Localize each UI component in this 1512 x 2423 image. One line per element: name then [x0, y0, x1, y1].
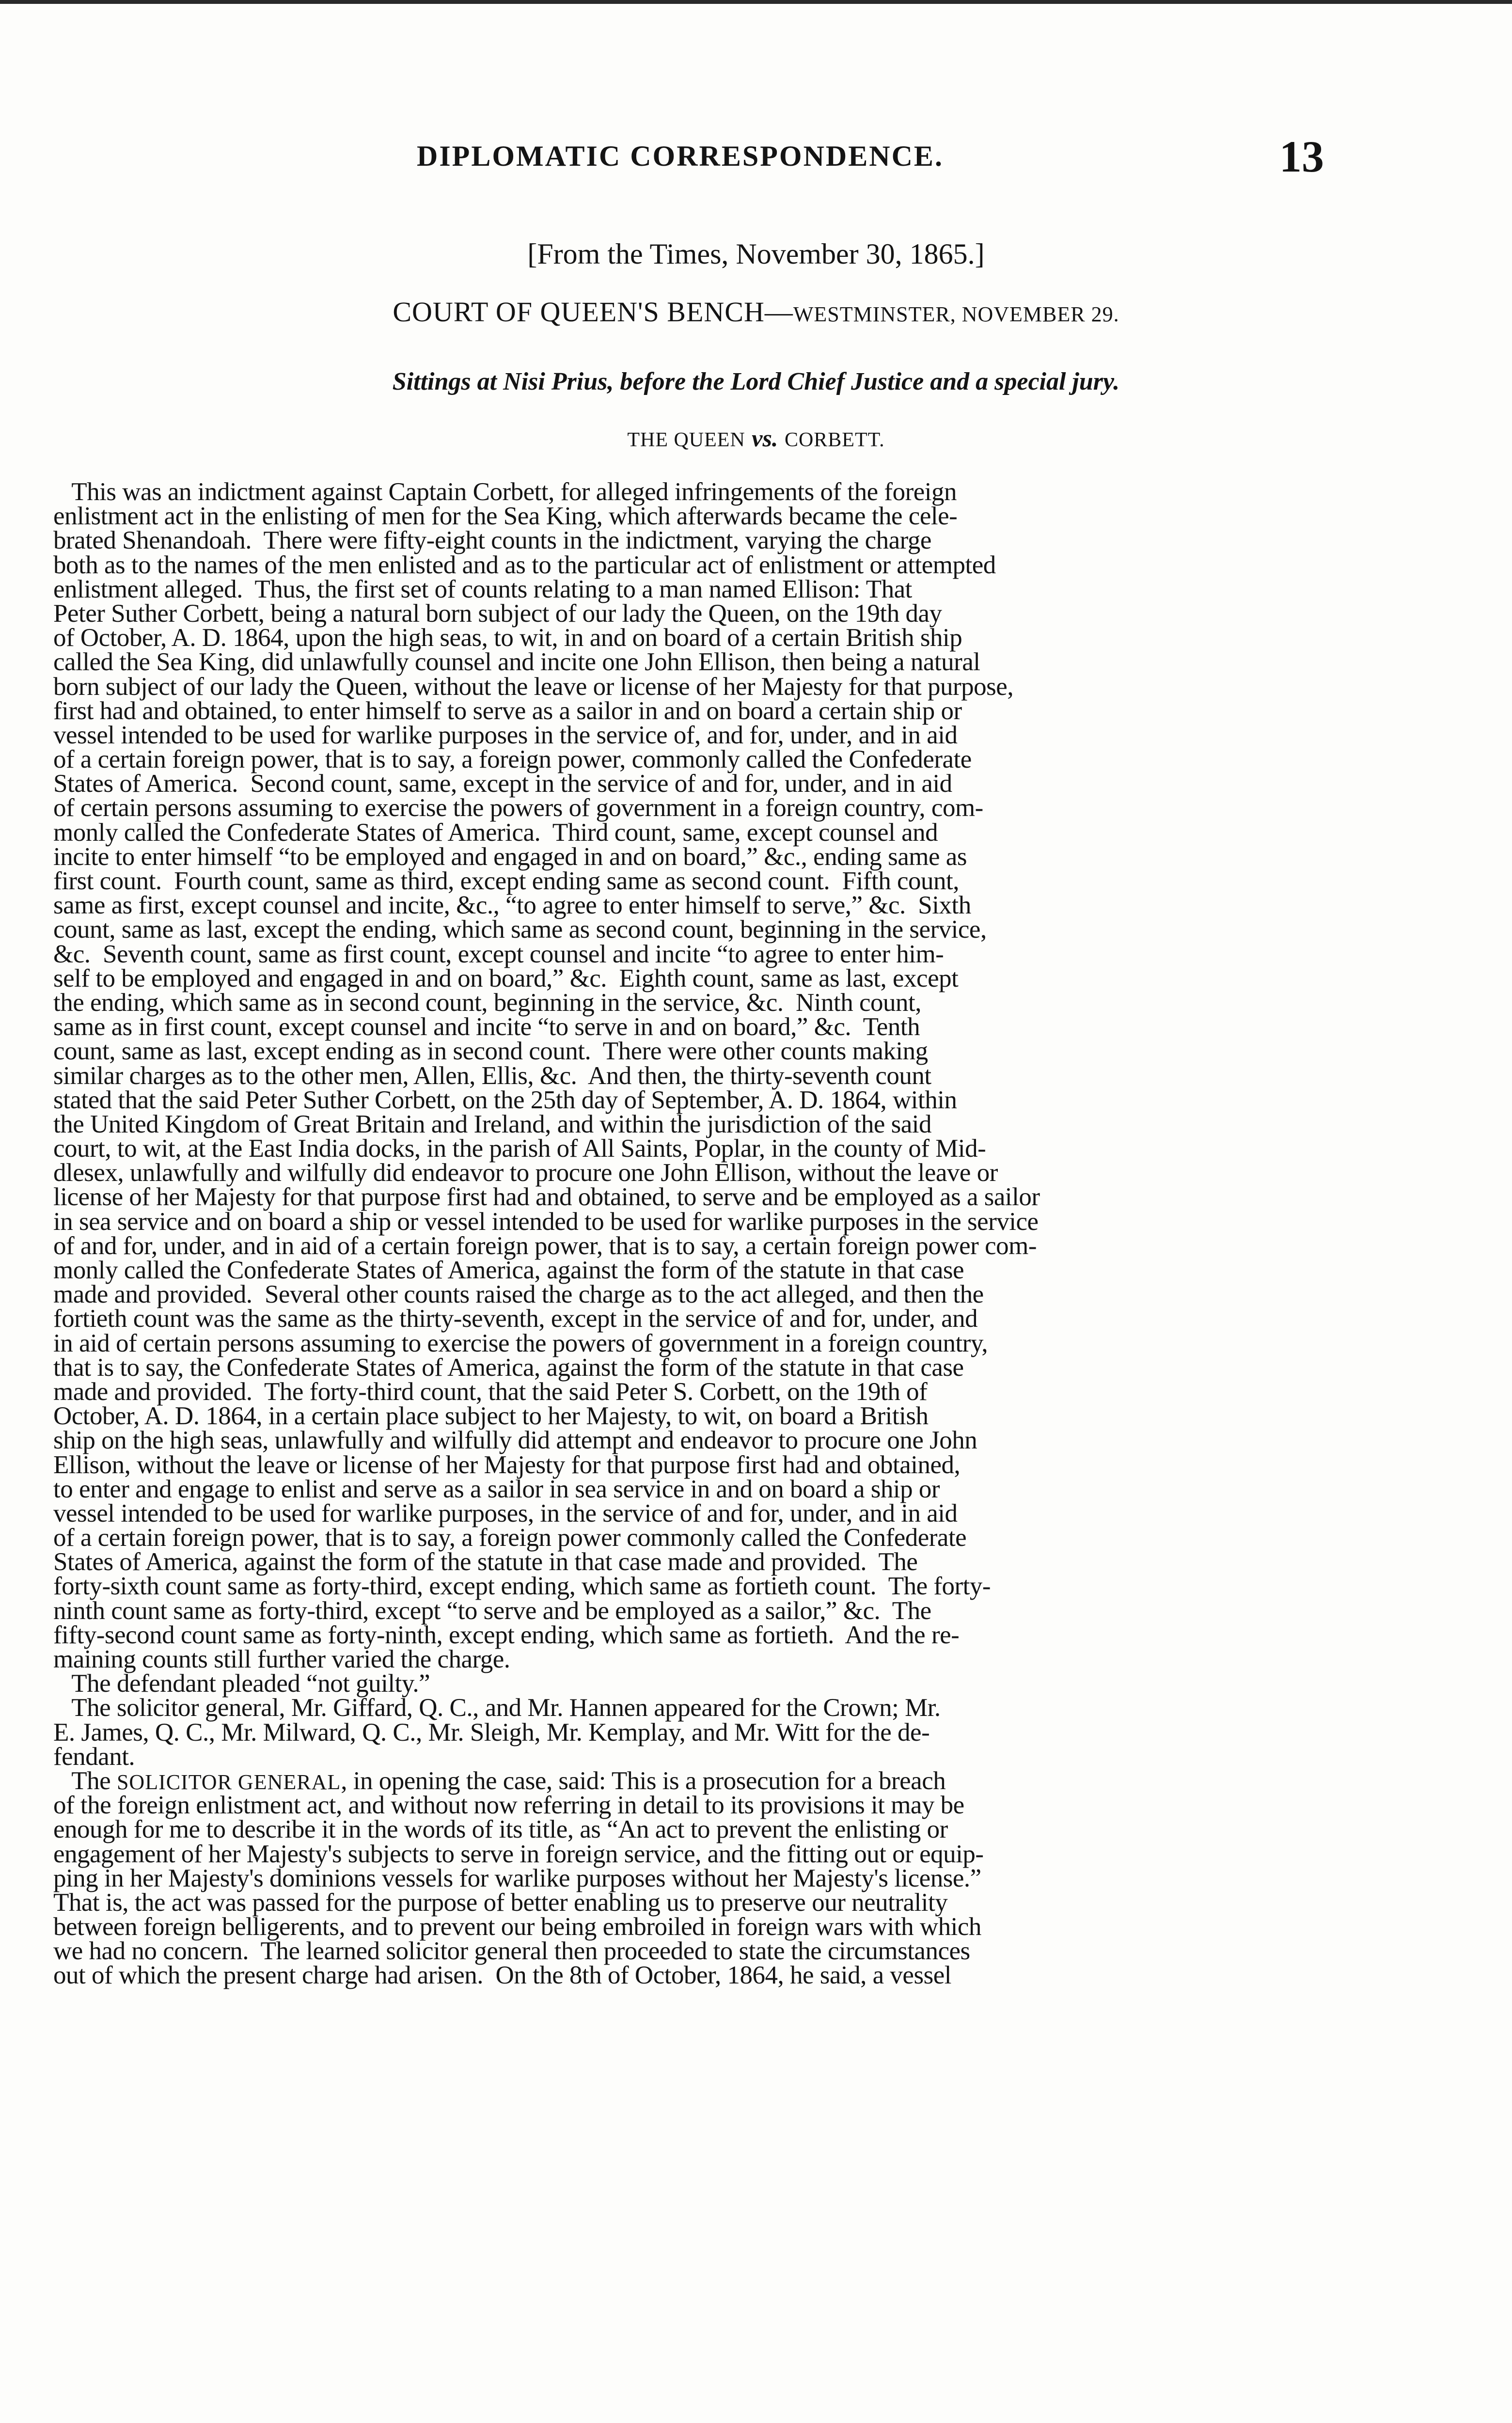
text-line: ping in her Majesty's dominions vessels for warlike purposes without her Majesty's license.”	[53, 1864, 981, 1892]
text-line: to enter and engage to enlist and serve as a sailor in sea service in and on board a ship or	[53, 1475, 940, 1503]
text-line: the United Kingdom of Great Britain and Ireland, and within the jurisdiction of the said	[53, 1110, 932, 1138]
text-line: we had no concern. The learned solicitor general then proceeded to state the circumstances	[53, 1937, 970, 1966]
text-line: self to be employed and engaged in and on board,” &c. Eighth count, same as last, except	[53, 964, 959, 992]
text-line: maining counts still further varied the charge.	[53, 1645, 510, 1673]
text-line: in sea service and on board a ship or vessel intended to be used for warlike purposes in the service	[53, 1207, 1039, 1236]
text-line: This was an indictment against Captain Corbett, for alleged infringements of the foreign	[53, 478, 957, 506]
text-line: incite to enter himself “to be employed and engaged in and on board,” &c., ending same as	[53, 842, 967, 871]
text-line: called the Sea King, did unlawfully counsel and incite one John Ellison, then being a natural	[53, 648, 980, 677]
text-line: the ending, which same as in second count, beginning in the service, &c. Ninth count,	[53, 988, 921, 1017]
running-title: DIPLOMATIC CORRESPONDENCE.	[417, 140, 944, 172]
text-line: States of America, against the form of the statute in that case made and provided. The	[53, 1548, 918, 1576]
case-defendant: CORBETT.	[784, 429, 885, 451]
text-line: monly called the Confederate States of America. Third count, same, except counsel and	[53, 818, 938, 847]
text-line-lead: The	[53, 1766, 117, 1795]
text-line: that is to say, the Confederate States of America, against the form of the statute in that case	[53, 1353, 964, 1382]
court-name: COURT OF QUEEN'S BENCH—	[393, 296, 793, 328]
body-text	[53, 480, 1323, 1988]
text-line: made and provided. Several other counts raised the charge as to the act alleged, and then the	[53, 1280, 984, 1309]
case-title	[0, 423, 1512, 453]
speaker-label: SOLICITOR GENERAL	[116, 1770, 341, 1794]
page-number: 13	[1279, 132, 1324, 181]
text-line: of a certain foreign power, that is to say, a foreign power commonly called the Confederate	[53, 1524, 967, 1552]
text-line: States of America. Second count, same, except in the service of and for, under, and in aid	[53, 770, 952, 798]
text-line: engagement of her Majesty's subjects to serve in foreign service, and the fitting out or equip-	[53, 1840, 984, 1868]
text-line: same as first, except counsel and incite, &c., “to agree to enter himself to serve,” &c. Sixth	[53, 891, 971, 920]
top-rule	[0, 0, 1512, 4]
text-line	[53, 1766, 1323, 1795]
text-line: of October, A. D. 1864, upon the high seas, to wit, in and on board of a certain British ship	[53, 624, 962, 652]
text-line: count, same as last, except ending as in second count. There were other counts making	[53, 1037, 928, 1066]
court-place-date: WESTMINSTER, NOVEMBER 29.	[793, 302, 1119, 326]
case-plaintiff: THE QUEEN	[627, 429, 745, 451]
text-line: between foreign belligerents, and to prevent our being embroiled in foreign wars with which	[53, 1913, 981, 1941]
court-heading	[0, 296, 1512, 328]
text-line: fifty-second count same as forty-ninth, except ending, which same as fortieth. And the re-	[53, 1621, 960, 1649]
text-line: enough for me to describe it in the words of its title, as “An act to prevent the enlisting or	[53, 1815, 948, 1844]
text-line: of the foreign enlistment act, and without now referring in detail to its provisions it may be	[53, 1791, 964, 1820]
text-line: ship on the high seas, unlawfully and wilfully did attempt and endeavor to procure one John	[53, 1426, 977, 1455]
text-line: fendant.	[53, 1742, 135, 1771]
text-line: count, same as last, except the ending, which same as second count, beginning in the service,	[53, 915, 987, 944]
text-line: That is, the act was passed for the purpose of better enabling us to preserve our neutrality	[53, 1888, 948, 1917]
text-line: license of her Majesty for that purpose first had and obtained, to serve and be employed as a sailor	[53, 1183, 1040, 1212]
text-line: Ellison, without the leave or license of her Majesty for that purpose first had and obtained,	[53, 1450, 961, 1479]
text-line-tail: , in opening the case, said: This is a prosecution for a breach	[341, 1766, 946, 1795]
text-line: first count. Fourth count, same as third, except ending same as second count. Fifth count,	[53, 867, 959, 895]
text-line: &c. Seventh count, same as first count, except counsel and incite “to agree to enter him-	[53, 940, 944, 968]
text-line: similar charges as to the other men, Allen, Ellis, &c. And then, the thirty-seventh count	[53, 1061, 931, 1090]
text-line: The defendant pleaded “not guilty.”	[53, 1669, 430, 1698]
case-versus: vs.	[752, 425, 778, 452]
text-line: of a certain foreign power, that is to say, a foreign power, commonly called the Confederate	[53, 745, 972, 774]
text-line: E. James, Q. C., Mr. Milward, Q. C., Mr. Sleigh, Mr. Kemplay, and Mr. Witt for the de-	[53, 1718, 930, 1746]
text-line: of certain persons assuming to exercise the powers of government in a foreign country, com-	[53, 794, 983, 822]
text-line: vessel intended to be used for warlike purposes, in the service of and for, under, and in aid	[53, 1499, 958, 1527]
text-line: stated that the said Peter Suther Corbett, on the 25th day of September, A. D. 1864, within	[53, 1086, 957, 1114]
text-line: court, to wit, at the East India docks, in the parish of All Saints, Poplar, in the county of Mid-	[53, 1134, 986, 1163]
text-line: same as in first count, except counsel and incite “to serve in and on board,” &c. Tenth	[53, 1013, 920, 1041]
text-line: made and provided. The forty-third count, that the said Peter S. Corbett, on the 19th of	[53, 1377, 928, 1406]
text-line: in aid of certain persons assuming to exercise the powers of government in a foreign country,	[53, 1329, 988, 1357]
text-line: dlesex, unlawfully and wilfully did endeavor to procure one John Ellison, without the leave or	[53, 1159, 998, 1187]
text-line: vessel intended to be used for warlike purposes in the service of, and for, under, and in aid	[53, 721, 958, 749]
text-line: brated Shenandoah. There were fifty-eight counts in the indictment, varying the charge	[53, 526, 931, 555]
text-line: enlistment act in the enlisting of men for the Sea King, which afterwards became the cele-	[53, 502, 958, 531]
text-line: enlistment alleged. Thus, the first set of counts relating to a man named Ellison: That	[53, 575, 912, 603]
text-line: monly called the Confederate States of America, against the form of the statute in that case	[53, 1256, 964, 1284]
text-line: both as to the names of the men enlisted and as to the particular act of enlistment or attempted	[53, 551, 996, 579]
text-line: of and for, under, and in aid of a certain foreign power, that is to say, a certain foreign power com-	[53, 1231, 1037, 1260]
text-line: forty-sixth count same as forty-third, except ending, which same as fortieth count. The forty-	[53, 1572, 991, 1601]
text-line: out of which the present charge had arisen. On the 8th of October, 1864, he said, a vessel	[53, 1961, 951, 1990]
text-line: Peter Suther Corbett, being a natural born subject of our lady the Queen, on the 19th day	[53, 599, 942, 628]
source-citation: [From the Times, November 30, 1865.]	[527, 238, 985, 270]
text-line: fortieth count was the same as the thirty-seventh, except in the service of and for, under, and	[53, 1305, 978, 1333]
text-line: first had and obtained, to enter himself to serve as a sailor in and on board a certain ship or	[53, 696, 962, 725]
text-line: October, A. D. 1864, in a certain place subject to her Majesty, to wit, on board a British	[53, 1402, 929, 1431]
text-line: The solicitor general, Mr. Giffard, Q. C., and Mr. Hannen appeared for the Crown; Mr.	[53, 1694, 941, 1722]
text-line: born subject of our lady the Queen, without the leave or license of her Majesty for that purpose,	[53, 672, 1014, 701]
text-line: ninth count same as forty-third, except “to serve and be employed as a sailor,” &c. The	[53, 1596, 931, 1625]
sittings-subheading: Sittings at Nisi Prius, before the Lord Chief Justice and a special jury.	[392, 368, 1120, 395]
